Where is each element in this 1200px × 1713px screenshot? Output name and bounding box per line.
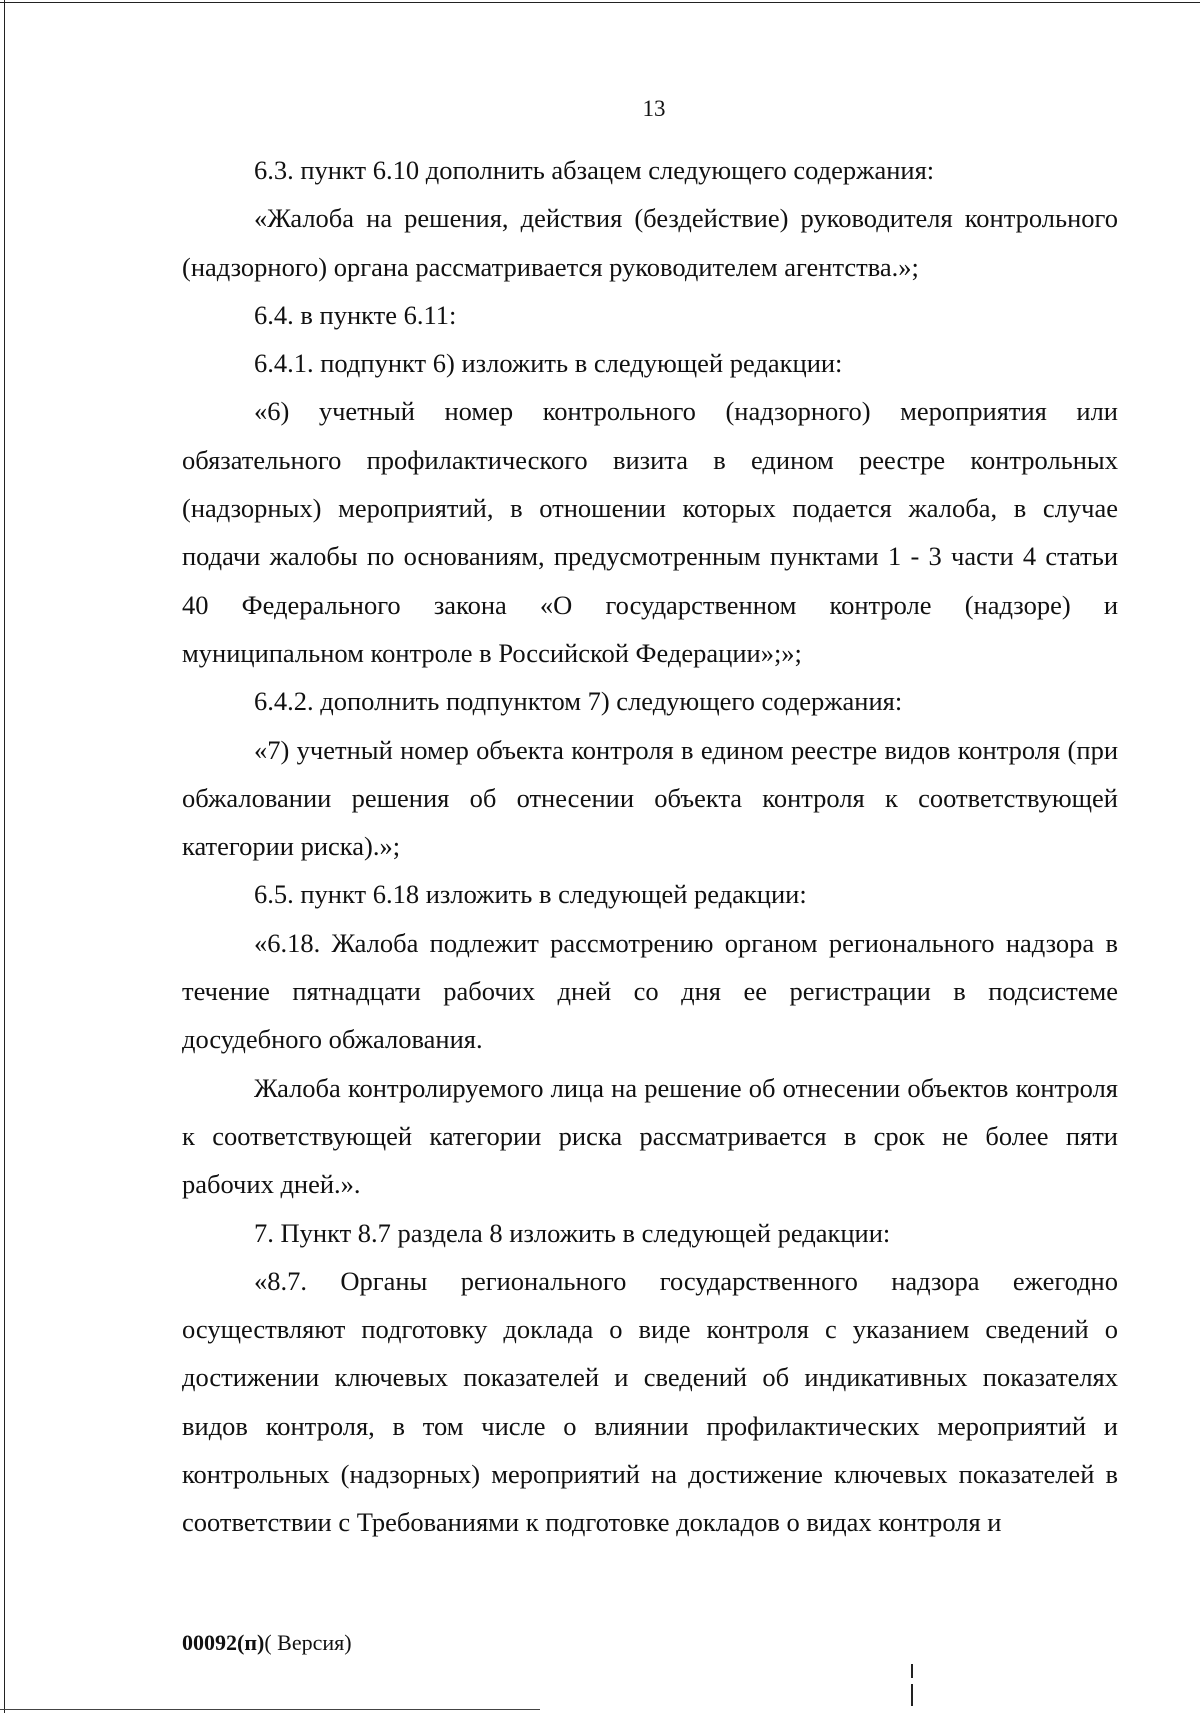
document-footer	[182, 1630, 352, 1656]
paragraph-6-4-2: 6.4.2. дополнить подпунктом 7) следующего содержания:	[254, 686, 903, 717]
paragraph-6-4-1-quote: «6) учетный номер контрольного (надзорного) мероприятия или обязательного профилактического визита в едином реестре контрольных (надзорных) мероприятий, в отношении которых подается жалоба, в случае подачи жалобы по основаниям, предусмотренным пунктами 1 - 3 части 4 статьи 40 Федерального закона «О государственном контроле (надзоре) и муниципальном контроле в Российской Федерации»;»;	[182, 396, 1118, 668]
page-number: 13	[642, 96, 666, 121]
paragraph-6-18-quote: «6.18. Жалоба подлежит рассмотрению органом регионального надзора в течение пятнадцати рабочих дней со дня ее регистрации в подсистеме досудебного обжалования.	[182, 927, 1118, 1055]
paragraph-6-3: 6.3. пункт 6.10 дополнить абзацем следующего содержания:	[254, 155, 935, 185]
scan-border-left	[4, 0, 5, 1713]
paragraph-6-4-1: 6.4.1. подпункт 6) изложить в следующей редакции:	[254, 348, 843, 379]
scan-border-top	[0, 2, 1200, 3]
scan-border-bottom	[0, 1709, 540, 1710]
paragraph-6-4: 6.4. в пункте 6.11:	[254, 299, 457, 330]
paragraph-6-18-continued: Жалоба контролируемого лица на решение об отнесении объектов контроля к соответствующей категории риска рассматривается в срок не более пяти рабочих дней.».	[182, 1072, 1118, 1200]
paragraph-8-7-quote: «8.7. Органы регионального государственного надзора ежегодно осуществляют подготовку доклада о виде контроля с указанием сведений о достижении ключевых показателей и сведений об индикативных показателях видов контроля, в том числе о влиянии профилактических мероприятий и контрольных (надзорных) мероприятий на достижение ключевых показателей в соответствии с Требованиями к подготовке докладов о видах контроля и	[182, 1265, 1118, 1538]
document-code: 00092(п)	[182, 1630, 265, 1655]
paragraph-6-5: 6.5. пункт 6.18 изложить в следующей редакции:	[254, 879, 807, 910]
scan-mark-lower	[911, 1684, 913, 1706]
paragraph-6-3-quote: «Жалоба на решения, действия (бездействие) руководителя контрольного (надзорного) органа рассматривается руководителем агентства.»;	[182, 203, 1118, 282]
document-version: ( Версия)	[264, 1630, 352, 1655]
paragraph-6-4-2-quote: «7) учетный номер объекта контроля в едином реестре видов контроля (при обжаловании решения об отнесении объекта контроля к соответствующей категории риска).»;	[182, 734, 1118, 862]
document-body	[182, 146, 1118, 1547]
scan-mark-upper	[911, 1664, 913, 1678]
paragraph-7: 7. Пункт 8.7 раздела 8 изложить в следующей редакции:	[254, 1217, 891, 1248]
